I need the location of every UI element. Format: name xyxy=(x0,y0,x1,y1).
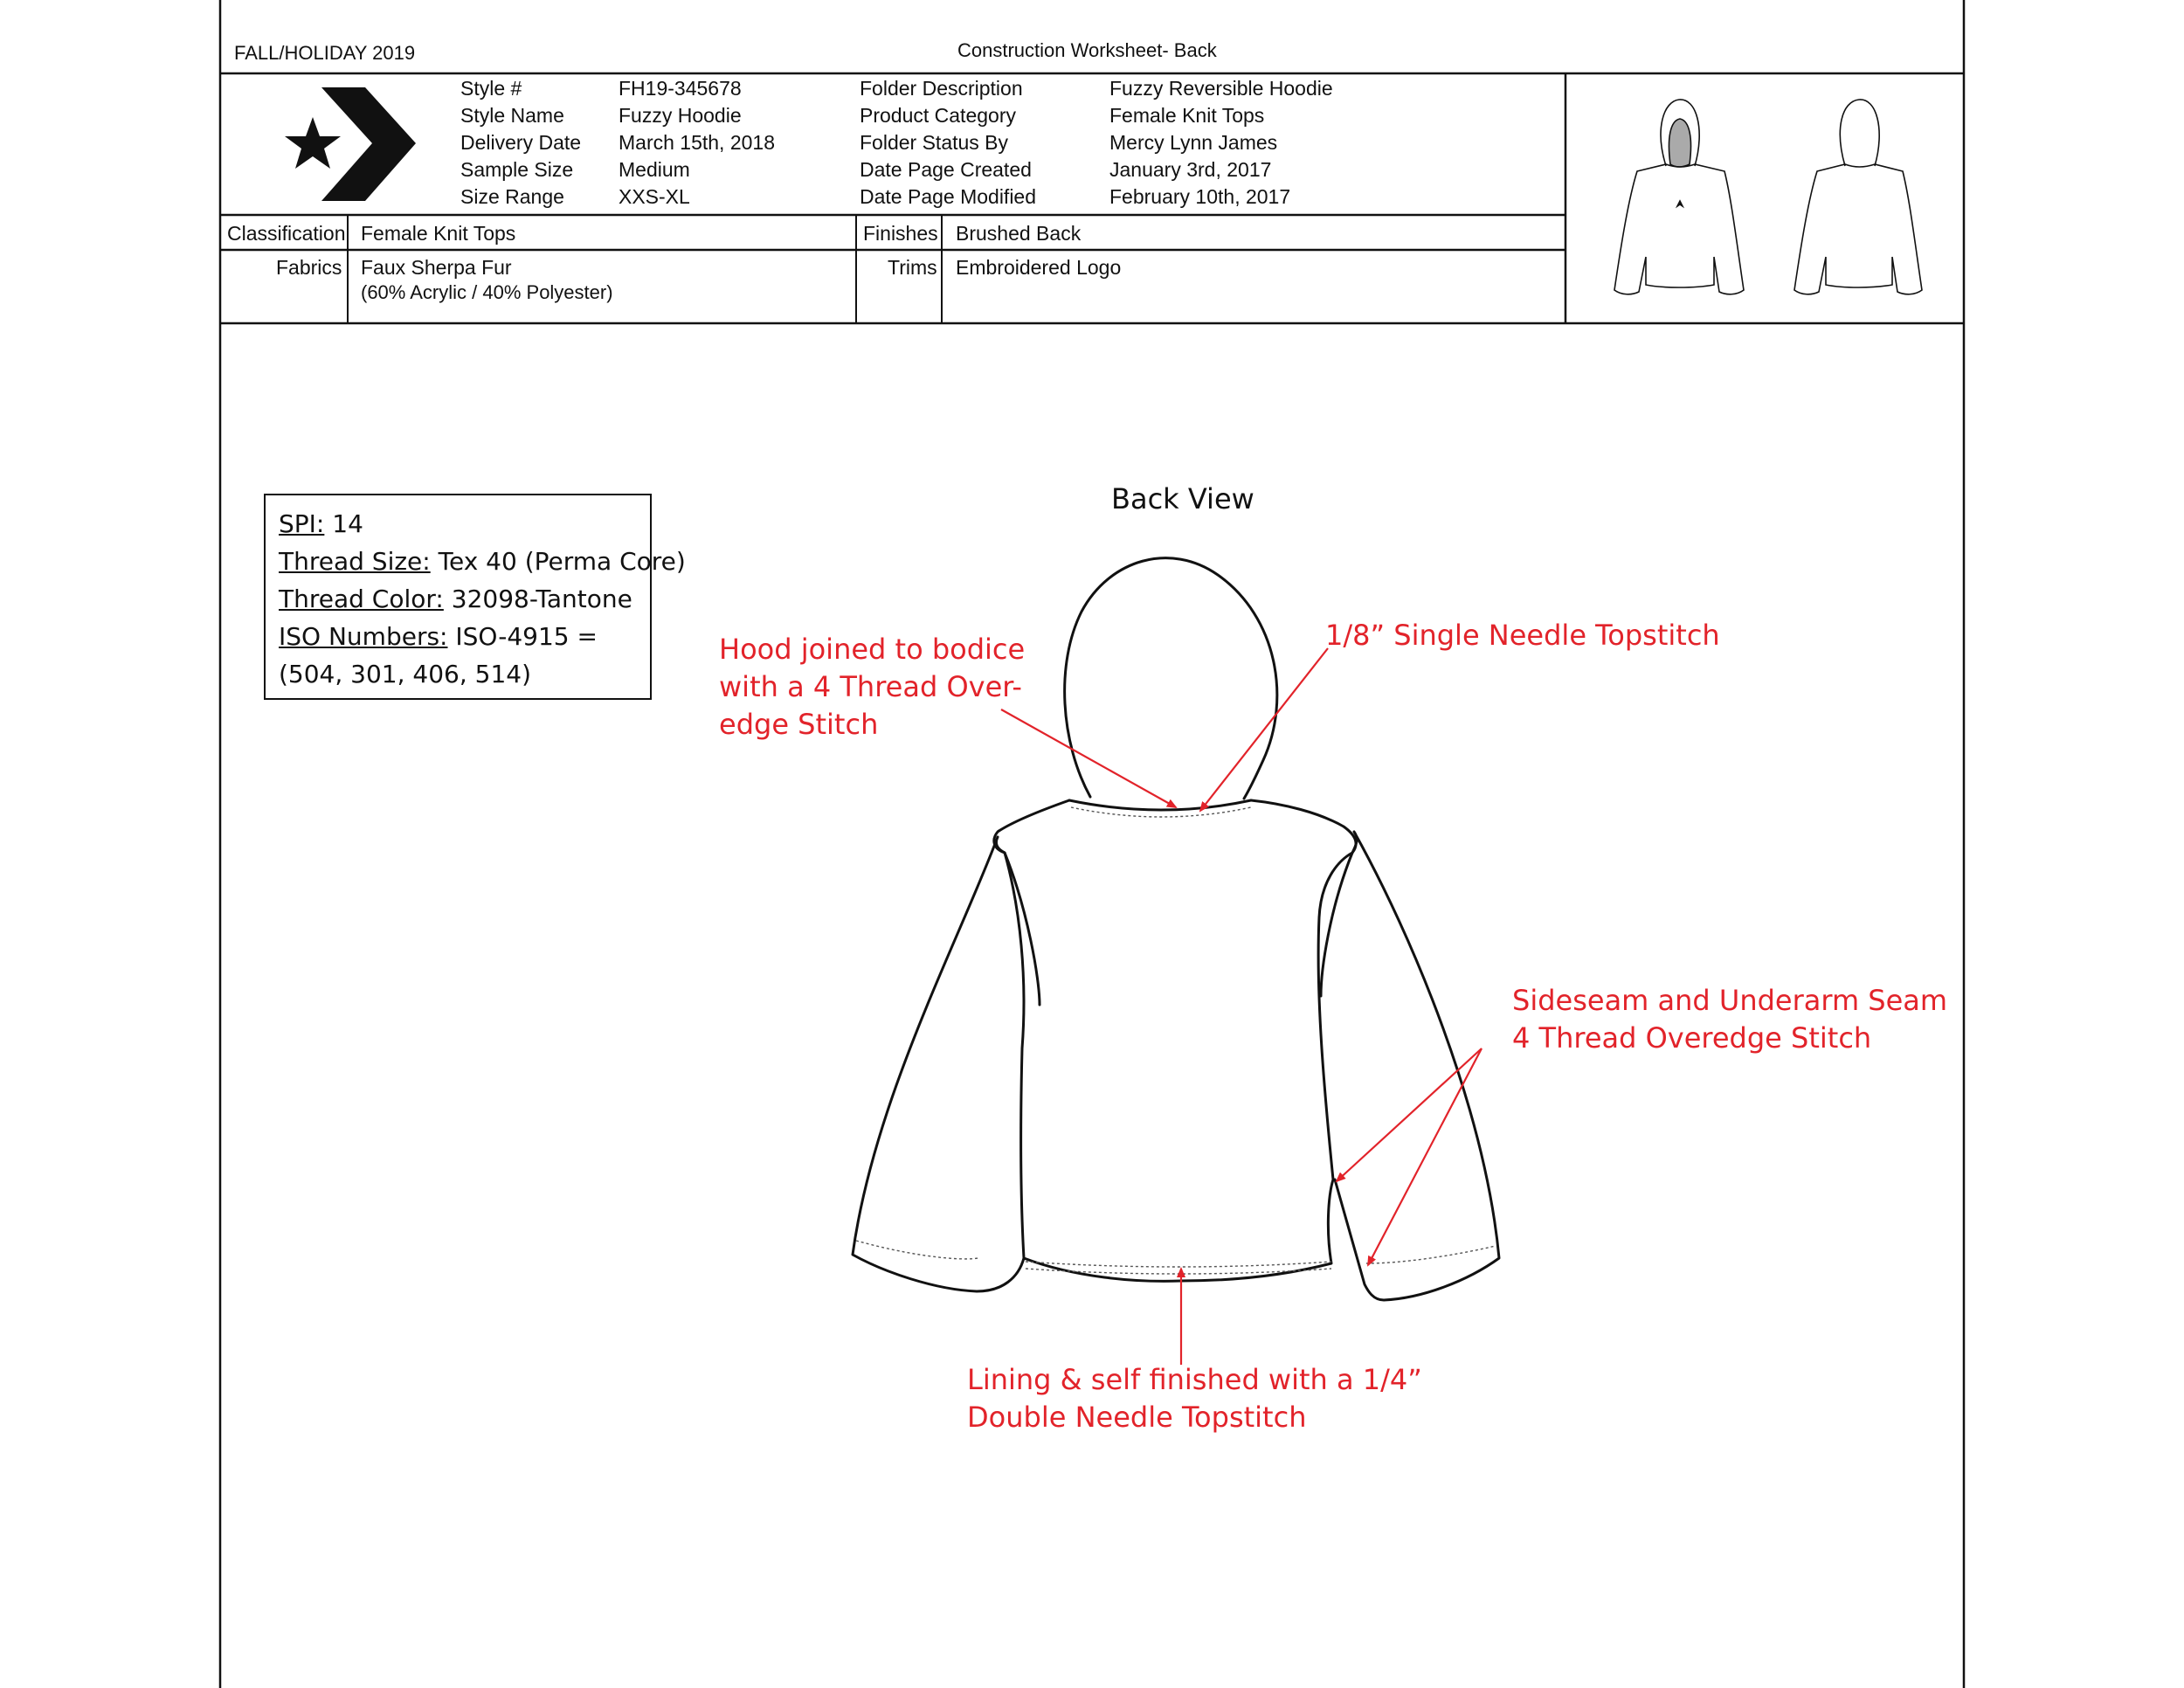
date-modified-value: February 10th, 2017 xyxy=(1109,185,1291,208)
fabrics-line1: Faux Sherpa Fur xyxy=(361,256,512,279)
folder-description-value: Fuzzy Reversible Hoodie xyxy=(1109,77,1333,100)
thread-size-label: Thread Size: xyxy=(279,547,431,576)
view-title: Back View xyxy=(1111,482,1254,515)
classification-value: Female Knit Tops xyxy=(361,222,516,245)
right-cuff-topstitch xyxy=(1366,1246,1496,1263)
delivery-date-label: Delivery Date xyxy=(460,131,582,154)
date-modified-label: Date Page Modified xyxy=(860,185,1037,208)
sideseam-arrow-1 xyxy=(1337,1048,1482,1181)
folder-status-value: Mercy Lynn James xyxy=(1109,131,1278,154)
date-created-label: Date Page Created xyxy=(860,158,1032,181)
size-range-value: XXS-XL xyxy=(619,185,690,208)
sideseam-callout-line2: 4 Thread Overedge Stitch xyxy=(1512,1021,1872,1055)
style-name-value: Fuzzy Hoodie xyxy=(619,104,742,127)
size-range-label: Size Range xyxy=(460,185,564,208)
sample-size-label: Sample Size xyxy=(460,158,574,181)
sideseam-callout-line1: Sideseam and Underarm Seam xyxy=(1512,984,1948,1017)
left-cuff-topstitch xyxy=(856,1241,978,1259)
product-category-label: Product Category xyxy=(860,104,1016,127)
hem-callout-line2: Double Needle Topstitch xyxy=(967,1401,1307,1434)
trims-label: Trims xyxy=(888,256,937,279)
body-outline xyxy=(994,800,1356,1281)
folder-status-label: Folder Status By xyxy=(860,131,1009,154)
iso-label: ISO Numbers: xyxy=(279,622,448,651)
style-name-label: Style Name xyxy=(460,104,564,127)
style-number-value: FH19-345678 xyxy=(619,77,742,100)
folder-description-label: Folder Description xyxy=(860,77,1023,100)
finishes-value: Brushed Back xyxy=(956,222,1082,245)
delivery-date-value: March 15th, 2018 xyxy=(619,131,776,154)
topstitch-arrow xyxy=(1200,648,1328,811)
classification-label: Classification xyxy=(227,222,346,245)
right-sleeve xyxy=(1335,832,1499,1300)
date-created-value: January 3rd, 2017 xyxy=(1109,158,1272,181)
hem-callout-line1: Lining & self finished with a 1/4” xyxy=(967,1363,1422,1396)
neckline xyxy=(1069,800,1251,810)
product-category-value: Female Knit Tops xyxy=(1109,104,1265,127)
season-label: FALL/HOLIDAY 2019 xyxy=(234,42,416,64)
hood-callout-line1: Hood joined to bodice xyxy=(719,633,1026,666)
thread-size-value: Tex 40 (Perma Core) xyxy=(430,547,686,576)
right-armhole-seam xyxy=(1321,853,1352,996)
spi-label: SPI: xyxy=(279,509,325,538)
hem-topstitch-1 xyxy=(1026,1262,1331,1267)
topstitch-callout: 1/8” Single Needle Topstitch xyxy=(1325,619,1720,652)
left-sleeve xyxy=(853,837,1024,1291)
page-title: Construction Worksheet- Back xyxy=(957,39,1217,61)
hood-callout-line2: with a 4 Thread Over- xyxy=(719,670,1022,703)
finishes-label: Finishes xyxy=(863,222,938,245)
trims-value: Embroidered Logo xyxy=(956,256,1122,279)
iso-value: ISO-4915 = xyxy=(447,622,598,651)
fabrics-line2: (60% Acrylic / 40% Polyester) xyxy=(361,281,613,303)
sideseam-arrow-2 xyxy=(1368,1048,1482,1265)
sample-size-value: Medium xyxy=(619,158,690,181)
thread-color-label: Thread Color: xyxy=(279,585,444,613)
hood-callout-line3: edge Stitch xyxy=(719,708,879,741)
fabrics-label: Fabrics xyxy=(276,256,342,279)
thread-color-value: 32098-Tantone xyxy=(443,585,632,613)
style-number-label: Style # xyxy=(460,77,522,100)
spi-value: 14 xyxy=(324,509,363,538)
iso-line-2: (504, 301, 406, 514) xyxy=(279,660,532,688)
